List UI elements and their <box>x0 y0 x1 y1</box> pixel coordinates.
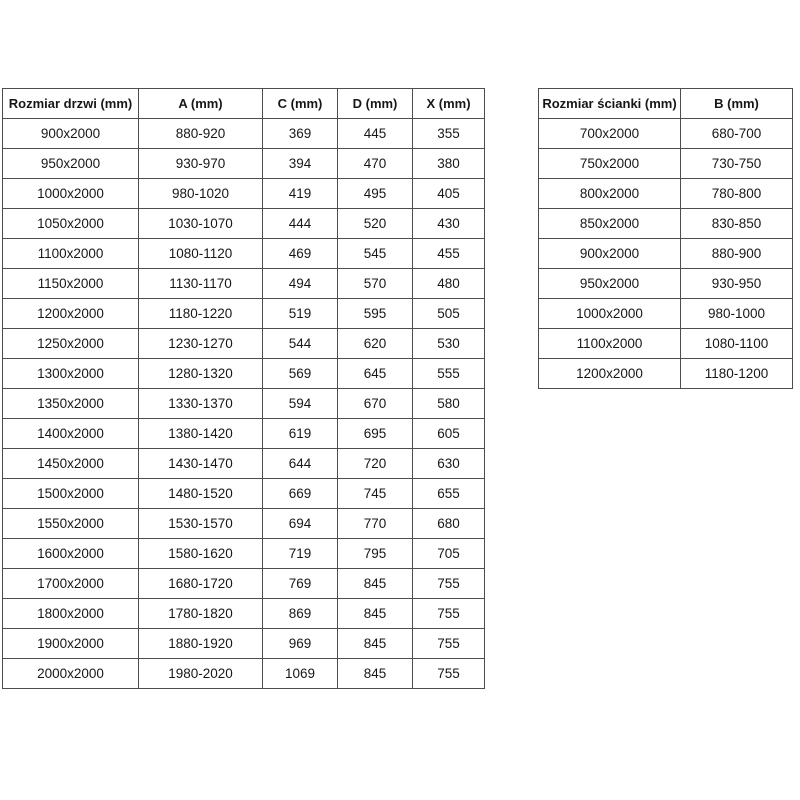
table-cell: 680 <box>413 509 485 539</box>
table-row <box>3 599 485 629</box>
column-header: D (mm) <box>338 89 413 119</box>
table-cell: 570 <box>338 269 413 299</box>
table-cell: 1100x2000 <box>3 239 139 269</box>
table-cell: 830-850 <box>681 209 793 239</box>
table-cell: 900x2000 <box>3 119 139 149</box>
column-header: X (mm) <box>413 89 485 119</box>
table-cell: 845 <box>338 569 413 599</box>
table-cell: 1000x2000 <box>3 179 139 209</box>
table-cell: 800x2000 <box>539 179 681 209</box>
table-row <box>3 299 485 329</box>
table-cell: 1980-2020 <box>139 659 263 689</box>
table-cell: 1900x2000 <box>3 629 139 659</box>
table-cell: 1450x2000 <box>3 449 139 479</box>
table-cell: 655 <box>413 479 485 509</box>
table-row <box>3 329 485 359</box>
table-cell: 845 <box>338 659 413 689</box>
table-cell: 669 <box>263 479 338 509</box>
table-cell: 494 <box>263 269 338 299</box>
table-cell: 394 <box>263 149 338 179</box>
table-cell: 445 <box>338 119 413 149</box>
table-cell: 950x2000 <box>3 149 139 179</box>
table-cell: 505 <box>413 299 485 329</box>
table-cell: 719 <box>263 539 338 569</box>
table-row <box>3 659 485 689</box>
table-cell: 880-920 <box>139 119 263 149</box>
table-cell: 1180-1200 <box>681 359 793 389</box>
table-row <box>539 239 793 269</box>
table-cell: 755 <box>413 569 485 599</box>
table-header-row <box>3 89 485 119</box>
door-size-table <box>2 88 485 689</box>
table-cell: 380 <box>413 149 485 179</box>
table-cell: 1030-1070 <box>139 209 263 239</box>
table-cell: 1380-1420 <box>139 419 263 449</box>
table-cell: 520 <box>338 209 413 239</box>
table-cell: 1550x2000 <box>3 509 139 539</box>
table-row <box>3 209 485 239</box>
table-cell: 1069 <box>263 659 338 689</box>
table-row <box>539 329 793 359</box>
table-row <box>3 509 485 539</box>
table-cell: 1500x2000 <box>3 479 139 509</box>
table-cell: 850x2000 <box>539 209 681 239</box>
table-cell: 1680-1720 <box>139 569 263 599</box>
table-cell: 1300x2000 <box>3 359 139 389</box>
table-row <box>3 419 485 449</box>
table-cell: 680-700 <box>681 119 793 149</box>
column-header: Rozmiar drzwi (mm) <box>3 89 139 119</box>
table-cell: 1150x2000 <box>3 269 139 299</box>
table-row <box>3 539 485 569</box>
table-row <box>3 479 485 509</box>
table-cell: 769 <box>263 569 338 599</box>
table-row <box>539 149 793 179</box>
table-cell: 1780-1820 <box>139 599 263 629</box>
table-row <box>539 359 793 389</box>
table-row <box>3 239 485 269</box>
table-row <box>3 629 485 659</box>
table-cell: 1700x2000 <box>3 569 139 599</box>
table-cell: 645 <box>338 359 413 389</box>
table-cell: 544 <box>263 329 338 359</box>
table-cell: 1200x2000 <box>3 299 139 329</box>
table-cell: 470 <box>338 149 413 179</box>
table-cell: 545 <box>338 239 413 269</box>
table-row <box>3 569 485 599</box>
column-header: B (mm) <box>681 89 793 119</box>
column-header: A (mm) <box>139 89 263 119</box>
table-cell: 1350x2000 <box>3 389 139 419</box>
table-cell: 720 <box>338 449 413 479</box>
table-cell: 519 <box>263 299 338 329</box>
table-row <box>3 359 485 389</box>
table-cell: 1200x2000 <box>539 359 681 389</box>
table-cell: 1080-1100 <box>681 329 793 359</box>
column-header: Rozmiar ścianki (mm) <box>539 89 681 119</box>
table-cell: 1250x2000 <box>3 329 139 359</box>
table-row <box>3 449 485 479</box>
table-cell: 770 <box>338 509 413 539</box>
table-cell: 644 <box>263 449 338 479</box>
table-cell: 495 <box>338 179 413 209</box>
table-row <box>3 269 485 299</box>
table-cell: 1880-1920 <box>139 629 263 659</box>
table-cell: 455 <box>413 239 485 269</box>
table-cell: 555 <box>413 359 485 389</box>
table-cell: 900x2000 <box>539 239 681 269</box>
table-cell: 1600x2000 <box>3 539 139 569</box>
table-cell: 580 <box>413 389 485 419</box>
table-cell: 1050x2000 <box>3 209 139 239</box>
table-cell: 569 <box>263 359 338 389</box>
wall-size-table <box>538 88 793 389</box>
table-cell: 355 <box>413 119 485 149</box>
table-cell: 795 <box>338 539 413 569</box>
table-cell: 755 <box>413 659 485 689</box>
table-cell: 755 <box>413 629 485 659</box>
table-cell: 1080-1120 <box>139 239 263 269</box>
table-row <box>3 119 485 149</box>
table-cell: 880-900 <box>681 239 793 269</box>
table-cell: 930-970 <box>139 149 263 179</box>
table-row <box>3 179 485 209</box>
table-cell: 750x2000 <box>539 149 681 179</box>
table-cell: 619 <box>263 419 338 449</box>
table-cell: 930-950 <box>681 269 793 299</box>
table-cell: 1530-1570 <box>139 509 263 539</box>
table-cell: 1100x2000 <box>539 329 681 359</box>
table-cell: 1330-1370 <box>139 389 263 419</box>
table-cell: 980-1000 <box>681 299 793 329</box>
table-row <box>539 119 793 149</box>
table-cell: 419 <box>263 179 338 209</box>
table-cell: 869 <box>263 599 338 629</box>
table-cell: 1130-1170 <box>139 269 263 299</box>
table-cell: 605 <box>413 419 485 449</box>
table-cell: 845 <box>338 629 413 659</box>
table-cell: 530 <box>413 329 485 359</box>
table-cell: 1000x2000 <box>539 299 681 329</box>
table-cell: 630 <box>413 449 485 479</box>
table-cell: 444 <box>263 209 338 239</box>
table-row <box>539 299 793 329</box>
table-cell: 980-1020 <box>139 179 263 209</box>
table-cell: 595 <box>338 299 413 329</box>
table-row <box>3 389 485 419</box>
table-cell: 620 <box>338 329 413 359</box>
table-cell: 780-800 <box>681 179 793 209</box>
table-cell: 469 <box>263 239 338 269</box>
table-cell: 694 <box>263 509 338 539</box>
table-cell: 845 <box>338 599 413 629</box>
table-cell: 950x2000 <box>539 269 681 299</box>
table-row <box>539 269 793 299</box>
table-cell: 369 <box>263 119 338 149</box>
table-cell: 405 <box>413 179 485 209</box>
table-cell: 1180-1220 <box>139 299 263 329</box>
column-header: C (mm) <box>263 89 338 119</box>
table-cell: 1230-1270 <box>139 329 263 359</box>
table-header-row <box>539 89 793 119</box>
table-cell: 730-750 <box>681 149 793 179</box>
table-cell: 1800x2000 <box>3 599 139 629</box>
table-cell: 2000x2000 <box>3 659 139 689</box>
table-cell: 1400x2000 <box>3 419 139 449</box>
table-cell: 700x2000 <box>539 119 681 149</box>
table-cell: 969 <box>263 629 338 659</box>
table-cell: 594 <box>263 389 338 419</box>
table-cell: 1430-1470 <box>139 449 263 479</box>
table-cell: 705 <box>413 539 485 569</box>
table-cell: 1580-1620 <box>139 539 263 569</box>
table-cell: 480 <box>413 269 485 299</box>
table-cell: 670 <box>338 389 413 419</box>
table-cell: 755 <box>413 599 485 629</box>
table-row <box>539 209 793 239</box>
table-cell: 1280-1320 <box>139 359 263 389</box>
table-cell: 430 <box>413 209 485 239</box>
table-cell: 745 <box>338 479 413 509</box>
table-row <box>539 179 793 209</box>
table-cell: 1480-1520 <box>139 479 263 509</box>
table-row <box>3 149 485 179</box>
table-cell: 695 <box>338 419 413 449</box>
